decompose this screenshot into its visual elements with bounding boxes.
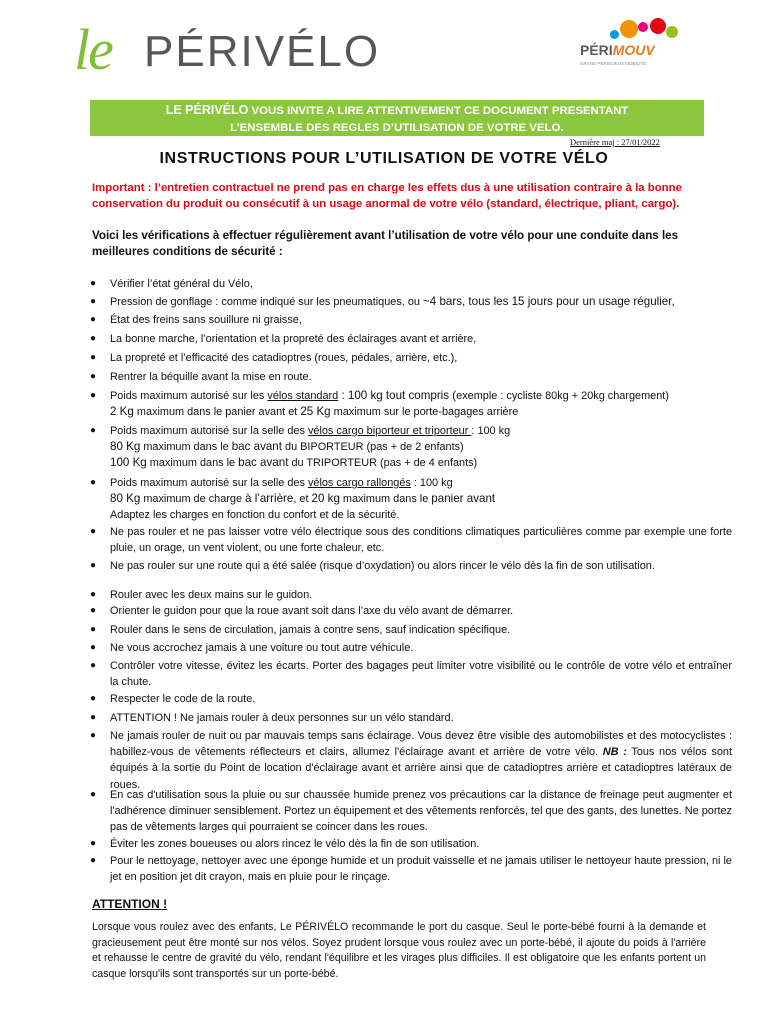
list-item: La propreté et l’efficacité des catadioptres (roues, pédales, arrière, etc.), bbox=[110, 352, 458, 364]
list-item: Rouler dans le sens de circulation, jamais à contre sens, sauf indication spécifique. bbox=[110, 624, 511, 636]
list-item: Rentrer la béquille avant la mise en route. bbox=[110, 371, 312, 383]
bullet-icon: ● bbox=[90, 477, 97, 488]
bullet-icon: ● bbox=[90, 352, 97, 363]
perimouv-wordmark: PÉRIMOUV bbox=[580, 42, 655, 58]
list-item: Ne pas rouler et ne pas laisser votre vélo électrique sous des conditions climatiques particulières comme par exemple une forte pluie, un orage, un vent violent, ou une forte chaleur, etc. bbox=[110, 526, 732, 555]
list-item: En cas d'utilisation sous la pluie ou sur chaussée humide prenez vos précautions car la distance de freinage peut augmenter et l'adhérence diminuer sensiblement. Portez un équipement et des vêtements renforcés, tel que des gants, des lunettes. Ne portez pas de vêtements larges qui pourraient se coincer dans les roues. bbox=[110, 789, 732, 834]
bullet-icon: ● bbox=[90, 314, 97, 325]
bullet-icon: ● bbox=[90, 730, 97, 741]
bullet-icon: ● bbox=[90, 838, 97, 849]
list-item-standard-weight: Poids maximum autorisé sur les vélos standard : 100 kg tout compris (exemple : cycliste 80kg + 20kg chargement) 2 Kg maximum dans le panier avant et 25 Kg maximum sur le porte-bagages arrière bbox=[110, 389, 669, 419]
bullet-icon: ● bbox=[90, 855, 97, 866]
attention-heading: ATTENTION ! bbox=[92, 897, 168, 911]
list-item-longtail-weight: Poids maximum autorisé sur la selle des vélos cargo rallongés : 100 kg 80 Kg maximum de charge à l’arrière, et 20 kg maximum dans le panier avant Adaptez les charges en fonction du confort et de la sécurité. bbox=[110, 477, 496, 522]
list-item-cargo-weight: Poids maximum autorisé sur la selle des vélos cargo biporteur et triporteur : 100 kg 80 Kg maximum dans le bac avant du BIPORTEUR (pas + de 2 enfants) 100 Kg maximum dans le bac avant du TRIPORTEUR (pas + de 4 enfants) bbox=[110, 425, 511, 470]
list-item-lighting: Ne jamais rouler de nuit ou par mauvais temps sans éclairage. Vous devez être visible des automobilistes et des motocyclistes : habillez-vous de vêtements réflecteurs et clairs, allumez l'éclairage avant et arrière de votre vélo. NB : Tous nos vélos sont équipés à la sortie du Point de location d'éclairage avant et arrière ainsi que de catadioptres arrière et catadioptres latéraux de roues. bbox=[110, 730, 733, 791]
document-title: INSTRUCTIONS POUR L’UTILISATION DE VOTRE VÉLO bbox=[159, 150, 609, 167]
list-item: État des freins sans souillure ni graisse, bbox=[110, 314, 302, 326]
list-item: Rouler avec les deux mains sur le guidon. bbox=[110, 589, 313, 601]
list-item: Ne pas rouler sur une route qui a été salée (risque d’oxydation) ou alors rincer le vélo dès la fin de son utilisation. bbox=[110, 560, 655, 572]
bullet-icon: ● bbox=[90, 642, 97, 653]
bullet-icon: ● bbox=[90, 660, 97, 671]
bullet-icon: ● bbox=[90, 278, 97, 289]
banner-brand: LE PÉRIVÉLO bbox=[165, 103, 249, 117]
bullet-icon: ● bbox=[90, 589, 97, 600]
banner-line1: VOUS INVITE A LIRE ATTENTIVEMENT CE DOCUMENT PRESENTANT bbox=[248, 105, 629, 117]
list-item: Ne vous accrochez jamais à une voiture ou tout autre véhicule. bbox=[110, 642, 414, 654]
bullet-icon: ● bbox=[90, 390, 97, 401]
bullet-icon: ● bbox=[90, 789, 97, 800]
list-item: Orienter le guidon pour que la roue avant soit dans l’axe du vélo avant de démarrer. bbox=[110, 605, 514, 617]
perimouv-logo bbox=[580, 20, 700, 82]
banner-line2: L’ENSEMBLE DES REGLES D’UTILISATION DE VOTRE VELO bbox=[230, 122, 561, 134]
bullet-icon: ● bbox=[90, 693, 97, 704]
list-item: ATTENTION ! Ne jamais rouler à deux personnes sur un vélo standard. bbox=[110, 712, 454, 724]
bullet-icon: ● bbox=[90, 296, 97, 307]
bullet-icon: ● bbox=[90, 425, 97, 436]
bullet-icon: ● bbox=[90, 605, 97, 616]
attention-paragraph: Lorsque vous roulez avec des enfants, Le PÉRIVÉLO recommande le port du casque. Seul le porte-bébé fourni à la demande et gracieusement peut être monté sur nos vélos. Soyez prudent lorsque vous roulez avec un porte-bébé, il ajoute du poids à l'arrière et rehausse le centre de gravité du vélo, rendant l'équilibre et les virages plus difficiles. Il est obligatoire que les enfants portent un casque lorsqu'ils sont transportés sur un porte-bébé. bbox=[92, 921, 706, 980]
bullet-icon: ● bbox=[90, 560, 97, 571]
update-date: Dernière maj : 27/01/2022 bbox=[570, 137, 660, 147]
list-item: Pour le nettoyage, nettoyer avec une éponge humide et un produit vaisselle et ne jamais utiliser le nettoyeur haute pression, ni le jet en position jet dit crayon, mais en pluie pour le rinçage. bbox=[110, 855, 732, 884]
list-item: Respecter le code de la route. bbox=[110, 693, 256, 705]
important-notice: Important : l’entretien contractuel ne prend pas en charge les effets dus à une utilisation contraire à la bonne conservation du produit ou consécutif à un usage anormal de votre vélo (standard, électrique, pliant, cargo). bbox=[92, 182, 682, 210]
bullet-icon: ● bbox=[90, 712, 97, 723]
list-item: Éviter les zones boueuses ou alors rincez le vélo dès la fin de son utilisation. bbox=[110, 838, 480, 850]
logo-script-le: le bbox=[74, 17, 112, 82]
list-item: La bonne marche, l’orientation et la propreté des éclairages avant et arrière, bbox=[110, 333, 477, 345]
perivelo-logo: PÉRIVÉLO bbox=[144, 27, 381, 76]
intro-text: Voici les vérifications à effectuer régulièrement avant l’utilisation de votre vélo pour une conduite dans les meilleures conditions de sécurité : bbox=[92, 229, 679, 258]
bullet-icon: ● bbox=[90, 333, 97, 344]
bullet-icon: ● bbox=[90, 624, 97, 635]
intro-banner: LE PÉRIVÉLO VOUS INVITE A LIRE ATTENTIVEMENT CE DOCUMENT PRESENTANT L’ENSEMBLE DES REGLES D’UTILISATION DE VOTRE VELO. bbox=[90, 100, 704, 136]
list-item: Vérifier l’état général du Vélo, bbox=[110, 278, 253, 290]
list-item: Pression de gonflage : comme indiqué sur les pneumatiques, ou ~4 bars, tous les 15 jours pour un usage régulier, bbox=[110, 295, 675, 308]
bullet-icon: ● bbox=[90, 371, 97, 382]
bullet-icon: ● bbox=[90, 526, 97, 537]
perimouv-tagline: GRAND PÉRIGUEUX MOBILITÉ bbox=[580, 61, 647, 66]
list-item: Contrôler votre vitesse, évitez les écarts. Porter des bagages peut limiter votre visibilité ou le contrôle de votre vélo et entraîner la chute. bbox=[110, 660, 732, 689]
